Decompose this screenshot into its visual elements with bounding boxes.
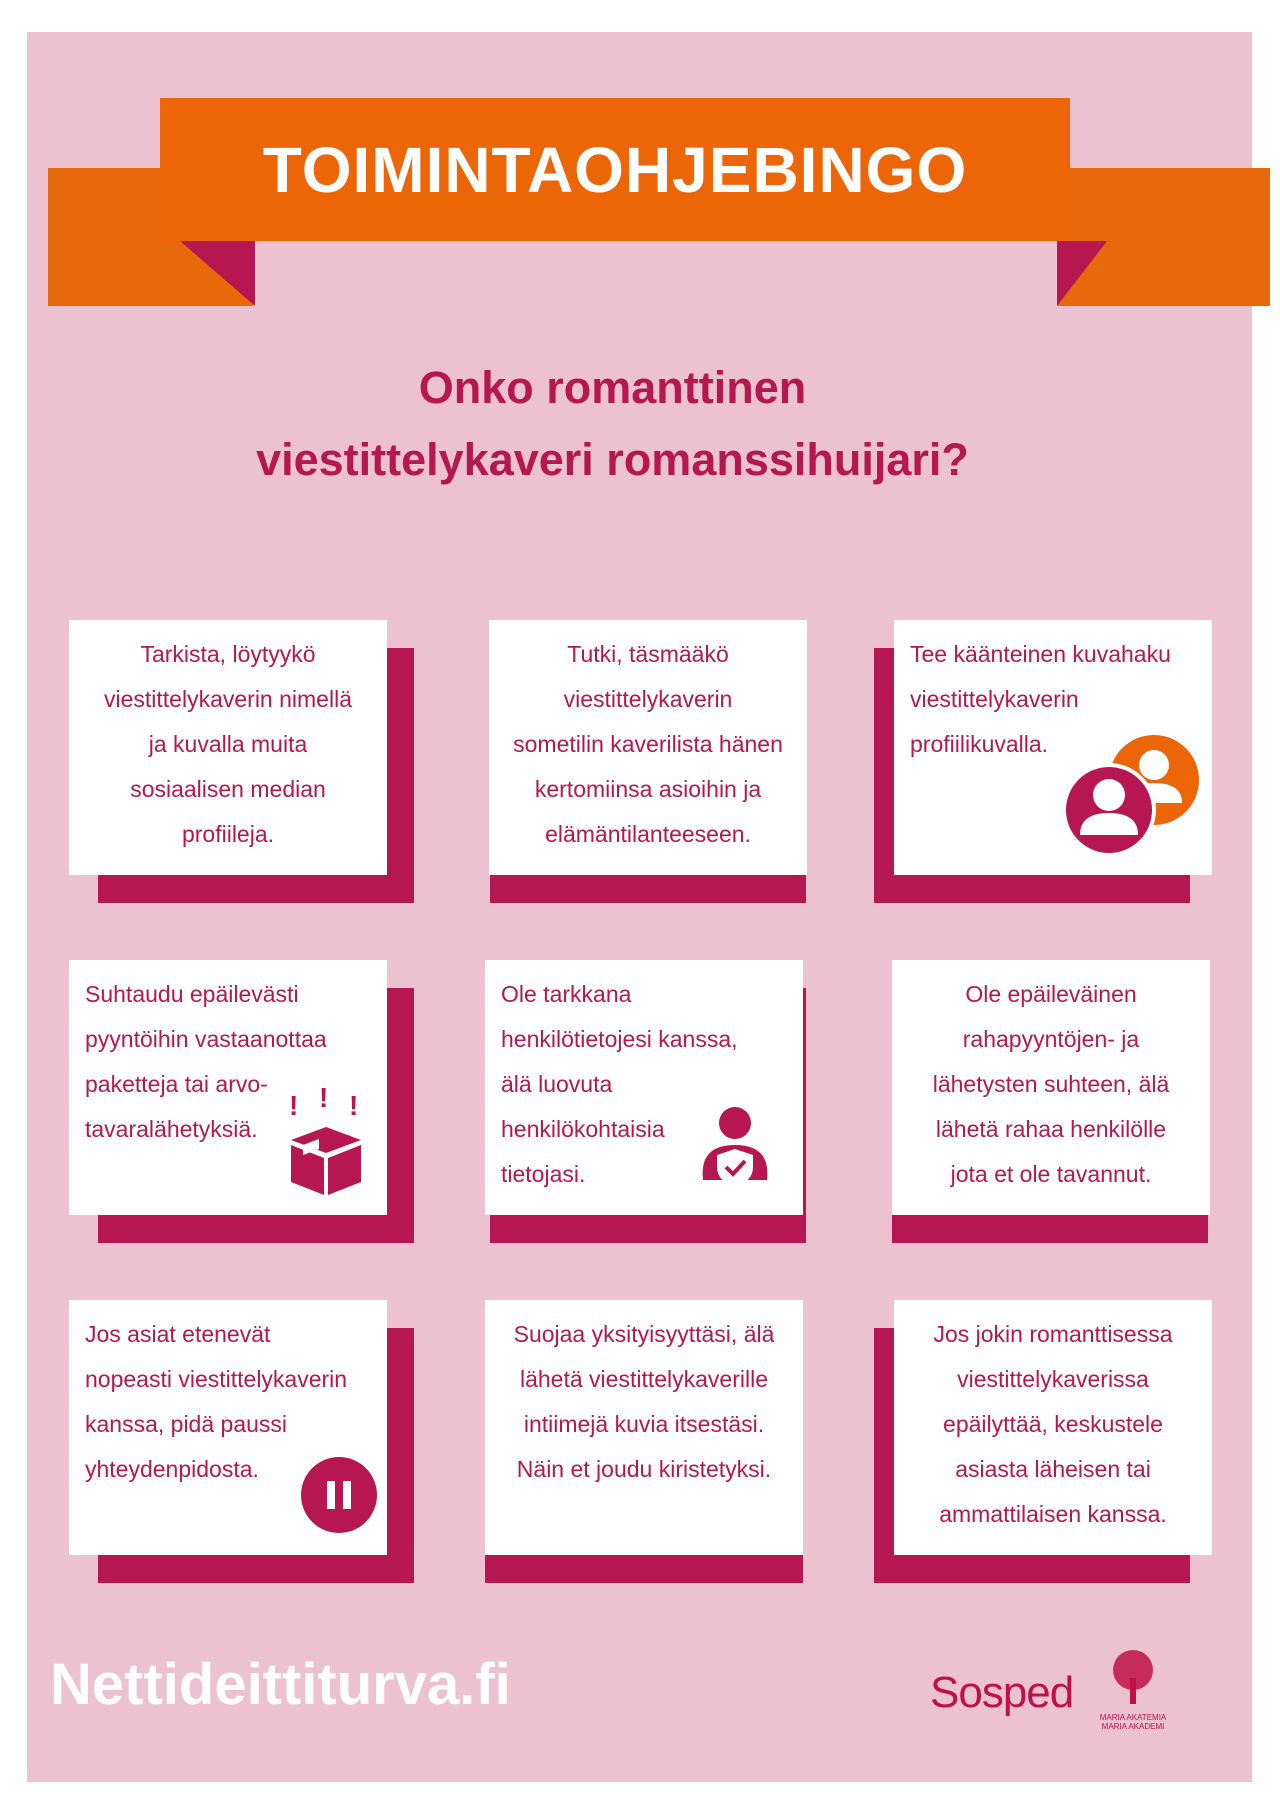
tip-card-7 bbox=[69, 1300, 387, 1555]
svg-text:!: ! bbox=[319, 1085, 329, 1113]
page-title: TOIMINTAOHJEBINGO bbox=[262, 133, 968, 206]
ribbon-left-fold bbox=[180, 241, 255, 306]
ribbon-right-fold bbox=[1057, 241, 1107, 306]
tip-card-5 bbox=[485, 960, 803, 1215]
tip-card-6 bbox=[892, 960, 1210, 1215]
svg-text:!: ! bbox=[289, 1090, 299, 1121]
tip-card-2 bbox=[489, 620, 807, 875]
maria-akatemia-logo bbox=[1093, 1648, 1173, 1731]
tip-text: Ole epäileväinen rahapyyntöjen- ja lähetysten suhteen, älä lähetä rahaa henkilölle jota et ole tavannut. bbox=[932, 981, 1170, 1187]
tip-card-8 bbox=[485, 1300, 803, 1555]
tip-text: Jos jokin romanttisessa viestittelykaverissa epäilyttää, keskustele asiasta läheisen tai ammattilaisen kanssa. bbox=[933, 1321, 1173, 1527]
tip-card-3 bbox=[894, 620, 1212, 875]
title-ribbon bbox=[160, 98, 1070, 241]
tip-text: Suhtaudu epäilevästi pyyntöihin vastaanottaa paketteja tai arvo- tavaralähetyksiä. bbox=[85, 981, 327, 1142]
sosped-logo: Sosped bbox=[930, 1668, 1074, 1717]
subtitle-line-2: viestittelykaveri romanssihuijari? bbox=[256, 434, 969, 485]
tip-card-9 bbox=[894, 1300, 1212, 1555]
tree-icon bbox=[1103, 1648, 1163, 1708]
tip-text: Suojaa yksityisyyttäsi, älä lähetä viestittelykaverille intiimejä kuvia itsestäsi. Näin et joudu kiristetyksi. bbox=[513, 1321, 775, 1482]
svg-text:!: ! bbox=[349, 1090, 359, 1121]
website-url: Nettideittiturva.fi bbox=[50, 1652, 511, 1717]
maria-logo-line-2: MARIA AKADEMI bbox=[1101, 1722, 1165, 1731]
tip-text: Tutki, täsmääkö viestittelykaverin sometilin kaverilista hänen kertomiinsa asioihin ja elämäntilanteeseen. bbox=[513, 641, 783, 847]
tip-text: Tarkista, löytyykö viestittelykaverin nimellä ja kuvalla muita sosiaalisen median profiileja. bbox=[104, 641, 352, 847]
maria-logo-line-1: MARIA AKATEMIA bbox=[1099, 1713, 1167, 1722]
tip-text: Tee käänteinen kuvahaku viestittelykaverin profiilikuvalla. bbox=[910, 641, 1171, 757]
subtitle-line-1: Onko romanttinen bbox=[418, 362, 807, 413]
tip-text: Jos asiat etenevät nopeasti viestittelykaverin kanssa, pidä paussi yhteydenpidosta. bbox=[85, 1321, 348, 1482]
tip-card-1 bbox=[69, 620, 387, 875]
subtitle bbox=[0, 352, 1225, 496]
tip-card-4 bbox=[69, 960, 387, 1215]
tip-text: Ole tarkkana henkilötietojesi kanssa, älä luovuta henkilökohtaisia tietojasi. bbox=[501, 981, 738, 1187]
